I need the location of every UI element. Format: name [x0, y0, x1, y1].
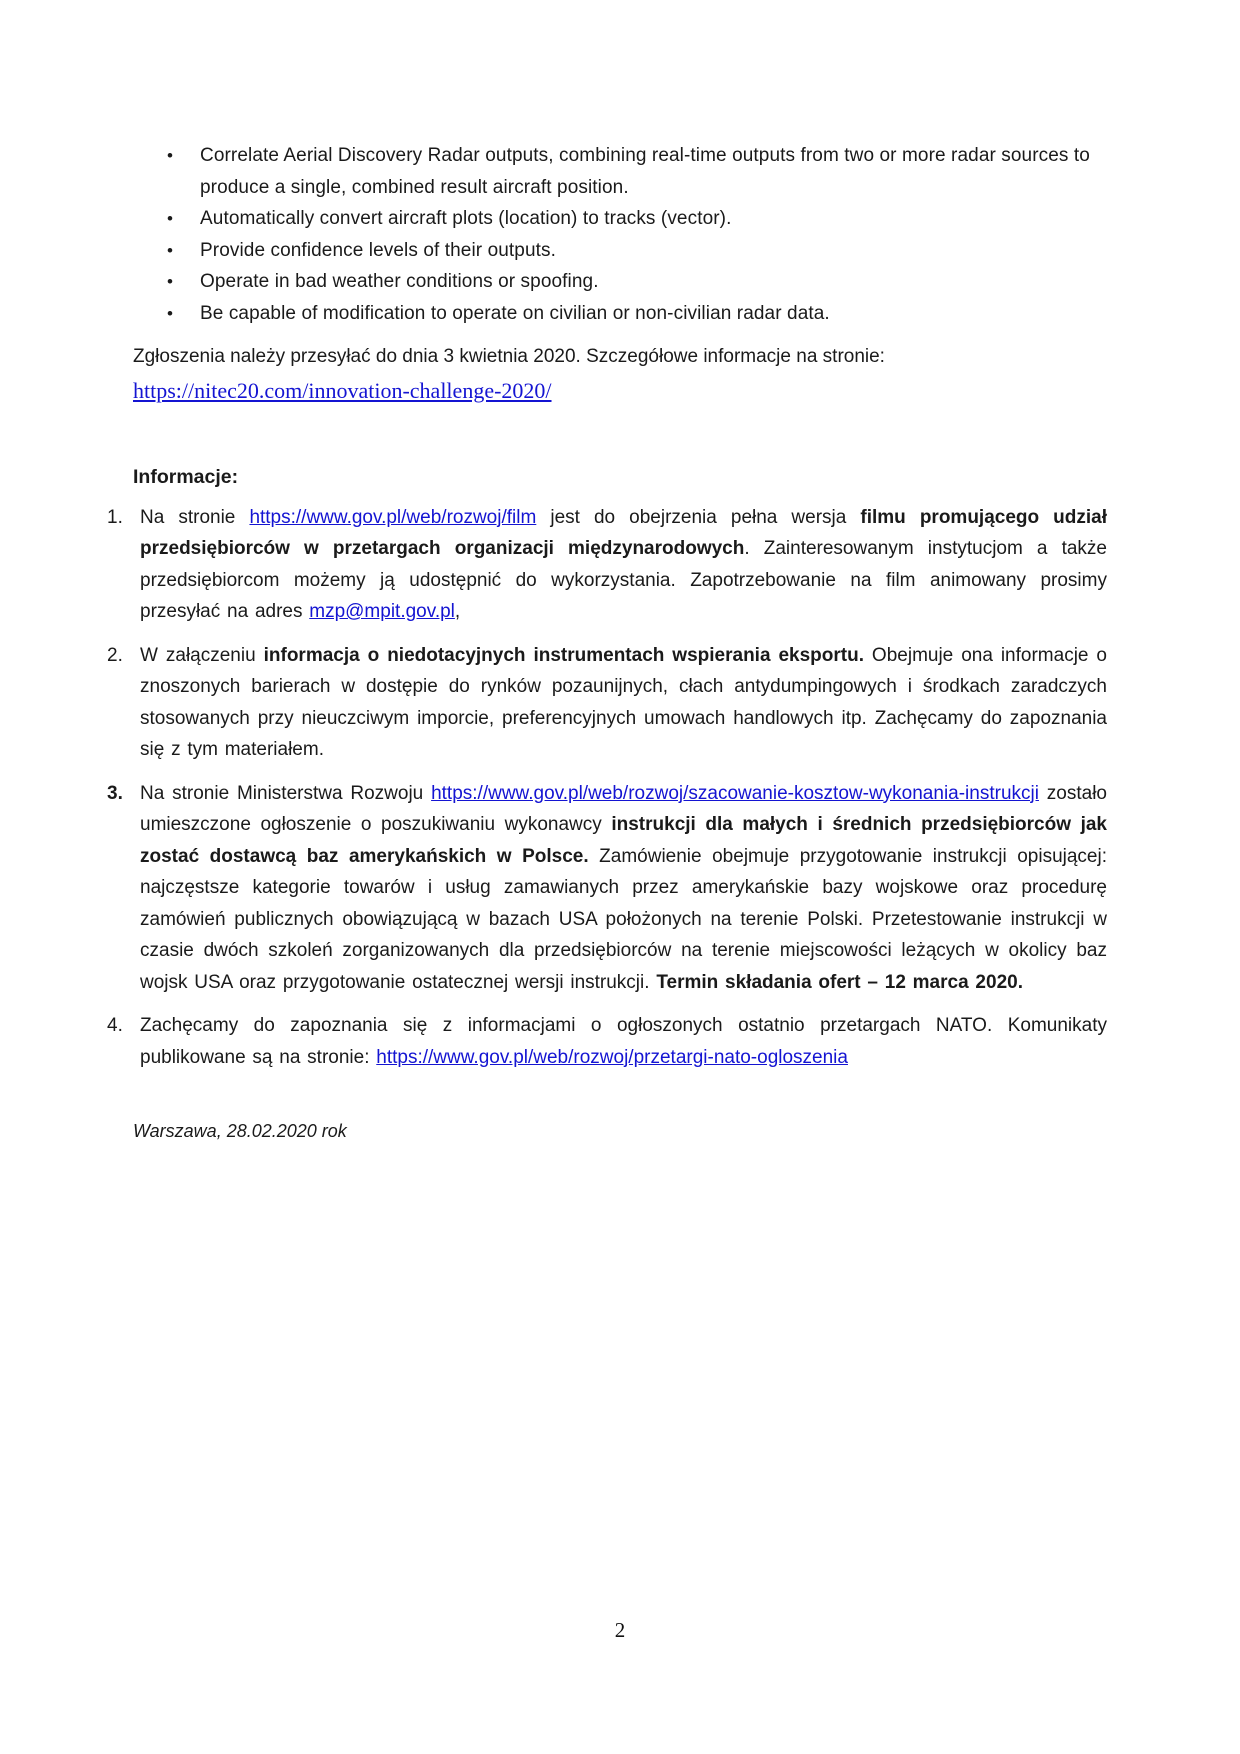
text-run: Na stronie — [140, 506, 250, 528]
text-run: W załączeniu — [140, 644, 264, 666]
item-number — [107, 1010, 140, 1073]
item-body — [140, 502, 1107, 628]
page-number: 2 — [614, 1618, 626, 1642]
bullet-icon: • — [167, 240, 174, 260]
bullet-item — [167, 203, 1107, 235]
bullet-icon: • — [167, 209, 174, 228]
text-run: informacja o niedotacyjnych instrumentach wspierania eksportu. — [263, 644, 864, 666]
text-run: jest do obejrzenia pełna wersja — [536, 506, 861, 528]
text-run: Zamówienie obejmuje przygotowanie instrukcji opisującej: najczęstsze kategorie towarów i usług zamawianych przez amerykańskie bazy wojskowe oraz procedurę zamówień publicznych obowiązującą w bazach USA położonych na terenie Polski. Przetestowanie instrukcji w czasie dwóch szkoleń zorganizowanych dla przedsiębiorców na terenie miejscowości leżących w okolicy baz wojsk USA oraz przygotowanie ostatecznej wersji instrukcji. — [140, 845, 1107, 993]
text-run: 1. — [107, 506, 123, 528]
intro-link-line — [133, 376, 1107, 406]
text-run: Na stronie Ministerstwa Rozwoju — [140, 782, 432, 804]
item-number — [107, 502, 140, 628]
text-run: instrukcji dla małych i średnich przedsiębiorców jak zostać dostawcą baz amerykańskich w Polsce. — [140, 814, 1107, 867]
hyperlink[interactable]: https://www.gov.pl/web/rozwoj/szacowanie-kosztow-wykonania-instrukcji — [431, 782, 1039, 804]
hyperlink[interactable]: https://www.gov.pl/web/rozwoj/przetargi-nato-ogloszenia — [376, 1046, 848, 1068]
numbered-item — [107, 778, 1107, 999]
text-run: . Zainteresowanym instytucjom a także przedsiębiorcom możemy ją udostępnić do wykorzystania. Zapotrzebowanie na film animowany prosimy przesyłać na adres — [140, 538, 1107, 622]
bullet-icon: • — [167, 272, 174, 291]
nitec-hyperlink[interactable]: https://nitec20.com/innovation-challenge-2020/ — [133, 377, 552, 403]
bullet-text: Correlate Aerial Discovery Radar outputs, combining real-time outputs from two or more radar sources to produce a single, combined result aircraft position. — [200, 145, 1090, 198]
bullet-item — [167, 235, 1107, 267]
dateline: Warszawa, 28.02.2020 rok — [133, 1121, 347, 1141]
item-body — [140, 778, 1107, 999]
bullet-list — [133, 140, 1107, 329]
item-number — [107, 778, 140, 999]
numbered-item — [107, 1010, 1107, 1073]
item-body — [140, 1010, 1107, 1073]
text-run: , — [454, 601, 461, 622]
intro-paragraph: Zgłoszenia należy przesyłać do dnia 3 kwietnia 2020. Szczegółowe informacje na stronie: — [133, 346, 885, 367]
text-run: Zachęcamy do zapoznania się z informacjami o ogłoszonych ostatnio przetargach NATO. Komunikaty publikowane są na stronie: — [140, 1015, 1107, 1068]
info-heading: Informacje: — [133, 465, 239, 488]
text-run: 3. — [107, 782, 123, 804]
bullet-text: Be capable of modification to operate on civilian or non-civilian radar data. — [200, 302, 830, 324]
item-number — [107, 640, 140, 766]
bullet-text: Provide confidence levels of their outputs. — [200, 239, 557, 261]
bullet-icon: • — [167, 146, 174, 165]
text-run: 4. — [107, 1015, 123, 1036]
item-body — [140, 640, 1107, 766]
bullet-item — [167, 140, 1107, 203]
text-run: 2. — [107, 644, 123, 666]
numbered-item — [107, 502, 1108, 628]
text-run: zostało umieszczone ogłoszenie o poszukiwaniu wykonawcy — [140, 782, 1107, 835]
numbered-list — [107, 502, 1108, 1074]
text-run: Termin składania ofert – 12 marca 2020. — [656, 971, 1023, 993]
bullet-item — [167, 298, 1107, 330]
numbered-item — [107, 640, 1107, 766]
bullet-icon: • — [167, 303, 174, 323]
hyperlink[interactable]: mzp@mpit.gov.pl — [309, 601, 455, 622]
hyperlink[interactable]: https://www.gov.pl/web/rozwoj/film — [249, 506, 537, 528]
text-run: filmu promującego udział przedsiębiorców w przetargach organizacji międzynarodowych — [140, 506, 1108, 559]
bullet-text: Operate in bad weather conditions or spoofing. — [200, 271, 599, 292]
bullet-item — [167, 266, 1107, 298]
bullet-text: Automatically convert aircraft plots (location) to tracks (vector). — [200, 208, 732, 229]
text-run: Obejmuje ona informacje o znoszonych barierach w dostępie do rynków pozaunijnych, cłach antydumpingowych i środkach zaradczych stosowanych przy nieuczciwym imporcie, preferencyjnych umowach handlowych itp. Zachęcamy do zapoznania się z tym materiałem. — [140, 644, 1107, 760]
